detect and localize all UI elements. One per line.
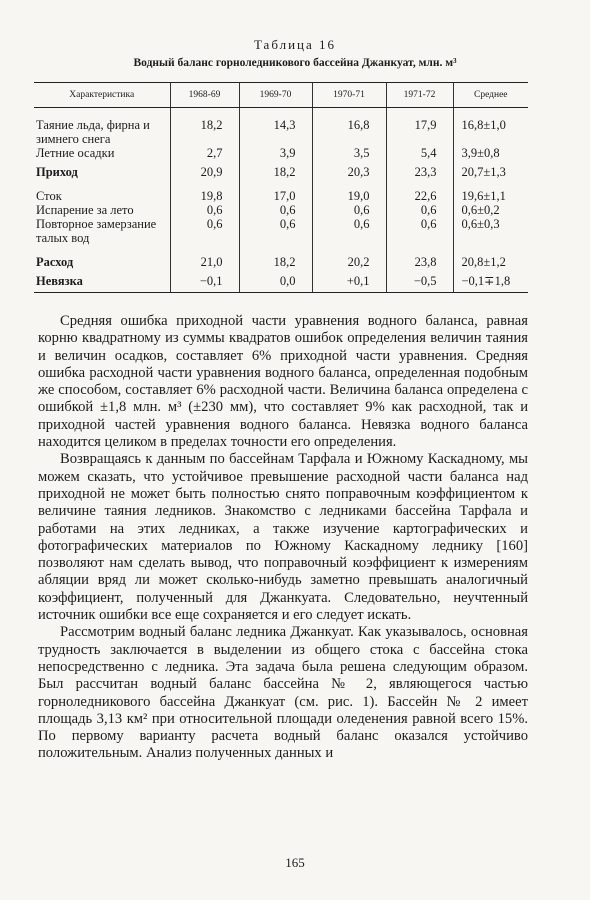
header-1971-72: 1971-72 xyxy=(386,83,453,108)
cell-value: 16,8 xyxy=(312,118,386,146)
row-label: Расход xyxy=(36,255,74,269)
table-caption: Таблица 16 xyxy=(253,37,337,52)
header-average: Среднее xyxy=(453,83,528,108)
row-label: Испарение за лето xyxy=(36,203,134,217)
cell-value: 18,2 xyxy=(170,118,239,146)
cell-value: 0,6 xyxy=(386,203,453,217)
cell-value: 23,8 xyxy=(386,255,453,269)
cell-value: 22,6 xyxy=(386,189,453,203)
header-1968-69: 1968-69 xyxy=(170,83,239,108)
table-title: Водный баланс горноледникового бассейна Джанкуат, млн. м³ xyxy=(133,57,457,69)
cell-value: 0,6 xyxy=(312,203,386,217)
cell-value: −0,1 xyxy=(170,274,239,293)
cell-value: 0,6 xyxy=(386,217,453,245)
cell-value: 19,8 xyxy=(170,189,239,203)
cell-average: 20,8±1,2 xyxy=(453,255,528,269)
row-label: Сток xyxy=(36,189,62,203)
cell-value: 19,0 xyxy=(312,189,386,203)
cell-value: 2,7 xyxy=(170,146,239,160)
header-1969-70: 1969-70 xyxy=(239,83,312,108)
cell-value: 14,3 xyxy=(239,118,312,146)
cell-value: +0,1 xyxy=(312,274,386,293)
row-label: Приход xyxy=(36,165,78,179)
table-row xyxy=(34,255,528,269)
row-label: Летние осадки xyxy=(36,146,115,160)
cell-value: 3,5 xyxy=(312,146,386,160)
cell-average: −0,1∓1,8 xyxy=(453,274,528,293)
cell-value: 0,6 xyxy=(170,203,239,217)
header-1970-71: 1970-71 xyxy=(312,83,386,108)
cell-value: 0,6 xyxy=(312,217,386,245)
table-row xyxy=(34,146,528,160)
paragraph: Средняя ошибка приходной части уравнения водного баланса, равная корню квадратному из суммы квадратов ошибок определения величин таяния и величин осадков, составляет 6% приходной части уравнения. Средняя ошибка расходной части уравнения водного баланса, определенная подобным же способом, составляет 6% расходной части. Величина баланса определена с ошибкой ±1,8 млн. м³ (±230 мм), что составляет 9% как расходной, так и приходной частей уравнения водного баланса. Невязка водного баланса находится целиком в пределах точности его определения. xyxy=(38,313,528,451)
cell-value: 17,9 xyxy=(386,118,453,146)
row-label: Невязка xyxy=(34,274,170,293)
cell-average: 0,6±0,2 xyxy=(453,203,528,217)
water-balance-table xyxy=(34,82,528,293)
cell-value: 18,2 xyxy=(239,255,312,269)
cell-value: 0,6 xyxy=(239,203,312,217)
row-label: Таяние льда, фирна и зимнего снега xyxy=(36,118,150,146)
table-row xyxy=(34,118,528,146)
cell-value: 20,9 xyxy=(170,165,239,179)
cell-value: 23,3 xyxy=(386,165,453,179)
table-row xyxy=(34,203,528,217)
header-characteristic: Характеристика xyxy=(34,83,170,108)
cell-value: 0,6 xyxy=(170,217,239,245)
cell-average: 16,8±1,0 xyxy=(453,118,528,146)
cell-average: 19,6±1,1 xyxy=(453,189,528,203)
cell-average: 20,7±1,3 xyxy=(453,165,528,179)
table-row xyxy=(34,274,528,293)
cell-value: 0,0 xyxy=(239,274,312,293)
cell-value: 0,6 xyxy=(239,217,312,245)
cell-value: 3,9 xyxy=(239,146,312,160)
body-text xyxy=(38,313,528,763)
page-number: 165 xyxy=(285,855,305,870)
table-row xyxy=(34,189,528,203)
cell-value: 18,2 xyxy=(239,165,312,179)
paragraph: Возвращаясь к данным по бассейнам Тарфала и Южному Каскадному, мы можем сказать, что устойчивое превышение расходной части баланса над приходной не может быть полностью снято поправочным коэффициентом к величине таяния ледников. Знакомство с ледниками бассейна Тарфала и работами на этих ледниках, а также изучение картографических и фотографических материалов по Южному Каскадному леднику [160] позволяют нам сделать вывод, что поправочный коэффициент к измерениям абляции вряд ли может сколько-нибудь заметно превышать аналогичный коэффициент, полученный для Джанкуата. Следовательно, неучтенный источник ошибки все еще сохраняется и его следует искать. xyxy=(38,451,528,624)
cell-value: 17,0 xyxy=(239,189,312,203)
cell-average: 0,6±0,3 xyxy=(453,217,528,245)
cell-value: 21,0 xyxy=(170,255,239,269)
table-row xyxy=(34,217,528,245)
table-header-row xyxy=(34,83,528,108)
cell-average: 3,9±0,8 xyxy=(453,146,528,160)
cell-value: 5,4 xyxy=(386,146,453,160)
table-row xyxy=(34,165,528,179)
cell-value: 20,2 xyxy=(312,255,386,269)
cell-value: −0,5 xyxy=(386,274,453,293)
paragraph: Рассмотрим водный баланс ледника Джанкуат. Как указывалось, основная трудность заключается в выделении из общего стока с бассейна стока непосредственно с ледника. Эта задача была решена следующим образом. Был рассчитан водный баланс бассейна № 2, являющегося частью горноледникового бассейна Джанкуат (см. рис. 1). Бассейн № 2 имеет площадь 3,13 км² при относительной площади оледенения равной всего 15%. По первому варианту расчета водный баланс оказался устойчиво положительным. Анализ полученных данных и xyxy=(38,624,528,762)
row-label: Повторное замерзание талых вод xyxy=(36,217,157,245)
cell-value: 20,3 xyxy=(312,165,386,179)
